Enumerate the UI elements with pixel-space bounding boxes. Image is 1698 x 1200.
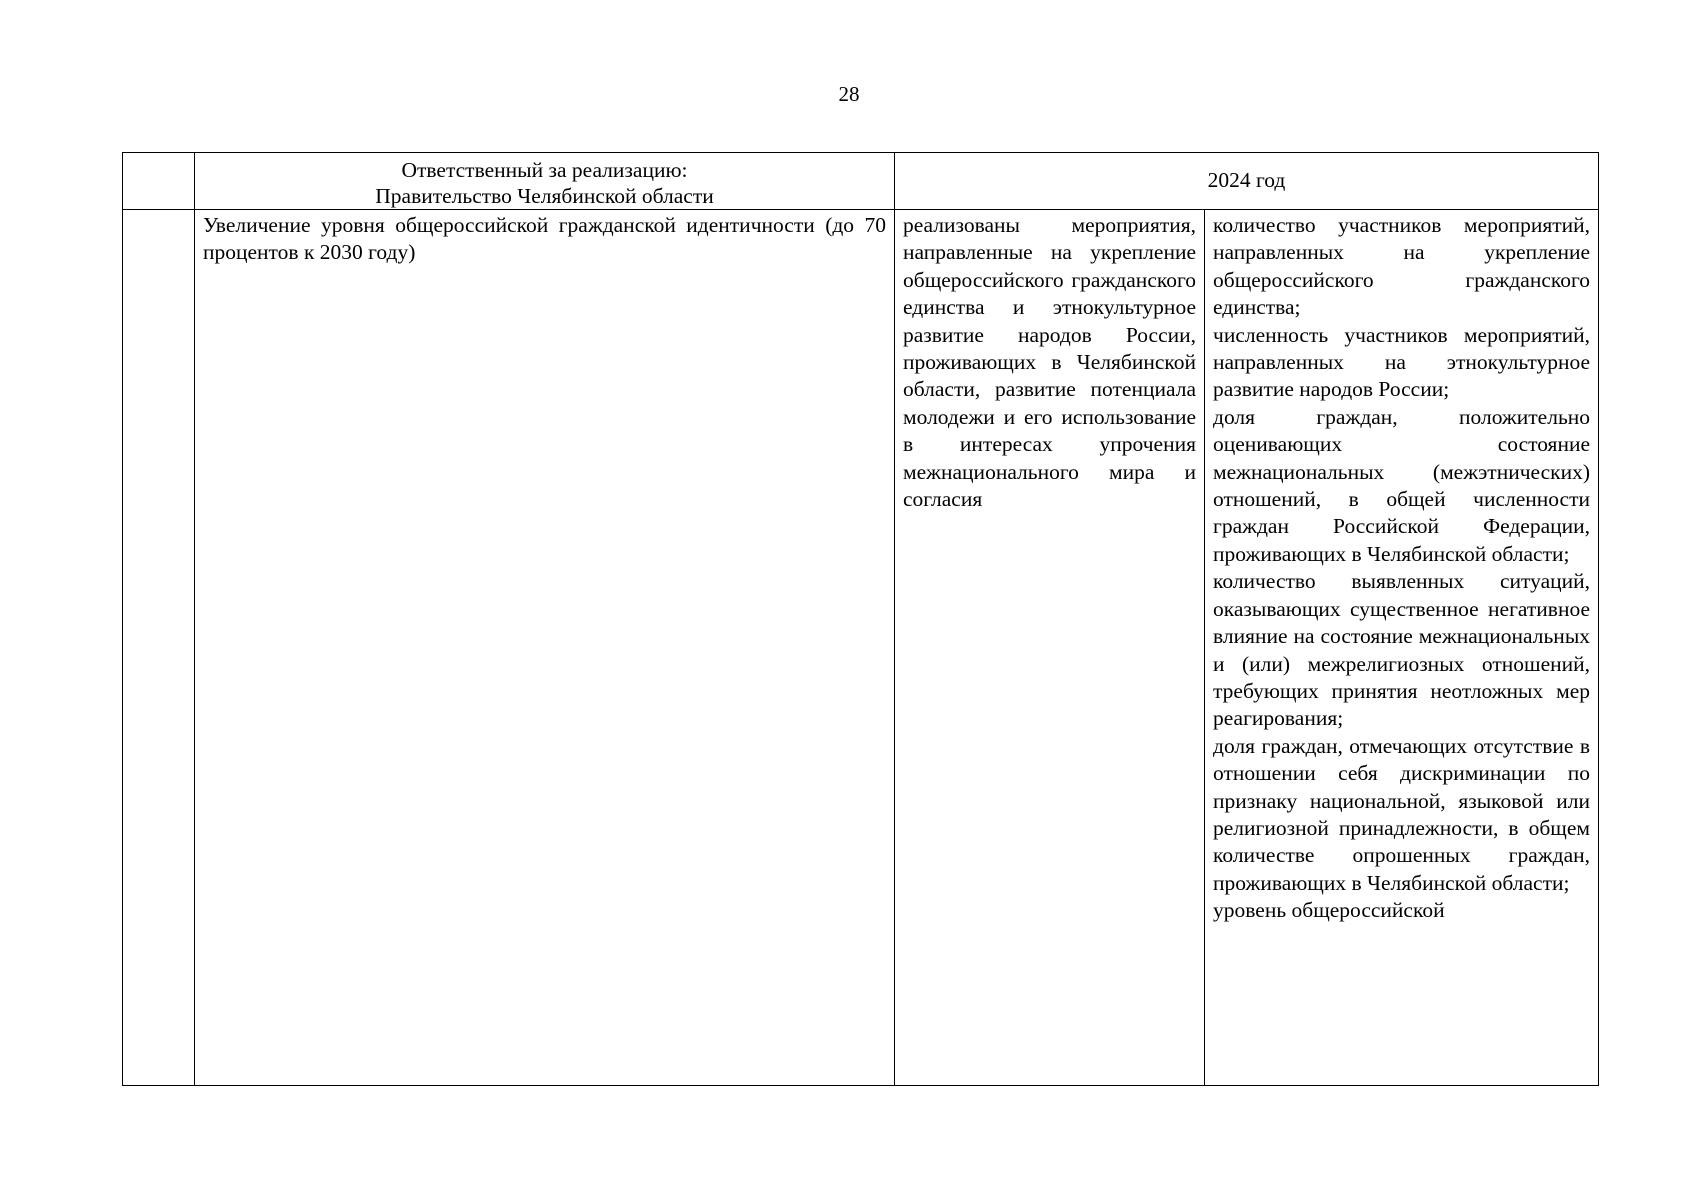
indicator-item: количество участников мероприятий, направленных на укрепление общероссийского гражданского единства; [1213,213,1591,320]
indicator-item: уровень общероссийской [1213,898,1445,923]
indicator-item: доля граждан, положительно оценивающих состояние межнациональных (межэтнических) отношений, в общей численности граждан Российской Федерации, проживающих в Челябинской области; [1213,404,1591,566]
header-responsible-cell [195,153,895,210]
header-year-cell [895,153,1599,210]
goal-cell [195,210,895,1086]
header-empty-cell [123,153,195,210]
indicators-list [1205,210,1598,925]
goal-text: Увеличение уровня общероссийской гражданской идентичности (до 70 процентов к 2030 году) [203,213,886,265]
indicator-item: доля граждан, отмечающих отсутствие в отношении себя дискриминации по признаку национальной, языковой или религиозной принадлежности, в общем количестве опрошенных граждан, проживающих в Челябинской области; [1213,733,1591,895]
responsible-label: Ответственный за реализацию: [401,158,688,182]
table-header-row [123,153,1599,210]
responsible-value: Правительство Челябинской области [375,184,714,208]
indicator-item: численность участников мероприятий, направленных на этнокультурное развитие народов России; [1213,322,1591,402]
row-empty-cell [123,210,195,1086]
results-text: реализованы мероприятия, направленные на укрепление общероссийского гражданского единства и этнокультурное развитие народов России, проживающих в Челябинской области, развитие потенциала молодежи и его использование в интересах упрочения межнационального мира и согласия [903,213,1196,512]
indicator-item: количество выявленных ситуаций, оказывающих существенное негативное влияние на состояние межнациональных и (или) межрелигиозных отношений, требующих принятия неотложных мер реагирования; [1213,569,1591,731]
year-label: 2024 год [1207,168,1286,193]
indicators-cell [1205,210,1599,1086]
page-number: 28 [838,82,860,106]
table-row [123,210,1599,1086]
program-table [122,152,1599,1086]
results-cell [895,210,1205,1086]
